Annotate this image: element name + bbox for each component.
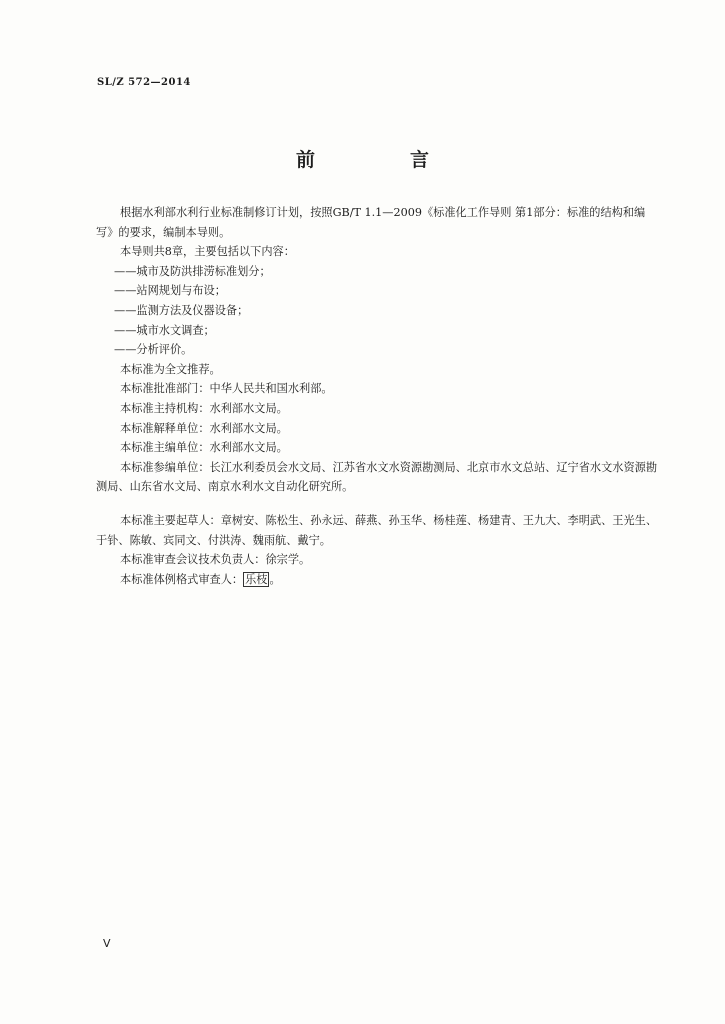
paragraph-basis: 根据水利部水利行业标准制修订计划，按照GB/T 1.1—2009《标准化工作导则 第1部分：标准的结构和编写》的要求，编制本导则。: [96, 206, 646, 239]
paragraph-recommendation: 本标准为全文推荐。: [120, 362, 221, 376]
paragraph-approval: 本标准批准部门：中华人民共和国水利部。: [120, 382, 333, 396]
paragraph-gap: [96, 497, 660, 511]
reviewer-label: 本标准体例格式审查人：: [120, 572, 244, 586]
paragraph-host: 本标准主持机构：水利部水文局。: [120, 401, 288, 415]
paragraph-technical-lead: 本标准审查会议技术负责人：徐宗学。: [120, 553, 311, 567]
paragraph-drafters: 本标准主要起草人：章树安、陈松生、孙永远、薛燕、孙玉华、杨桂莲、杨建青、王九大、李明武、王光生、于钋、陈敏、宾同文、付洪涛、魏雨航、戴宁。: [96, 513, 658, 547]
paragraph-chapters: 本导则共8章，主要包括以下内容：: [120, 245, 295, 259]
page-number: V: [103, 937, 111, 950]
list-item: ——站网规划与布设；: [114, 284, 226, 298]
standard-code: SL/Z 572—2014: [97, 77, 191, 88]
list-item: ——监测方法及仪器设备；: [114, 303, 249, 317]
paragraph-chief-editor: 本标准主编单位：水利部水文局。: [120, 441, 288, 455]
page-title: 前 言: [295, 149, 467, 171]
reviewer-suffix: 。: [269, 572, 281, 586]
paragraph-format-reviewer: [96, 570, 660, 590]
list-item: ——城市水文调查；: [114, 323, 215, 337]
reviewer-name: 乐枝: [245, 572, 268, 586]
paragraph-participants: 本标准参编单位：长江水利委员会水文局、江苏省水文水资源勘测局、北京市水文总站、辽宁省水文水资源勘测局、山东省水文局、南京水利水文自动化研究所。: [96, 460, 658, 494]
list-item: ——城市及防洪排涝标准划分；: [114, 264, 271, 278]
foreword-body: [96, 203, 660, 589]
paragraph-interpretation: 本标准解释单位：水利部水文局。: [120, 421, 288, 435]
list-item: ——分析评价。: [114, 343, 193, 357]
